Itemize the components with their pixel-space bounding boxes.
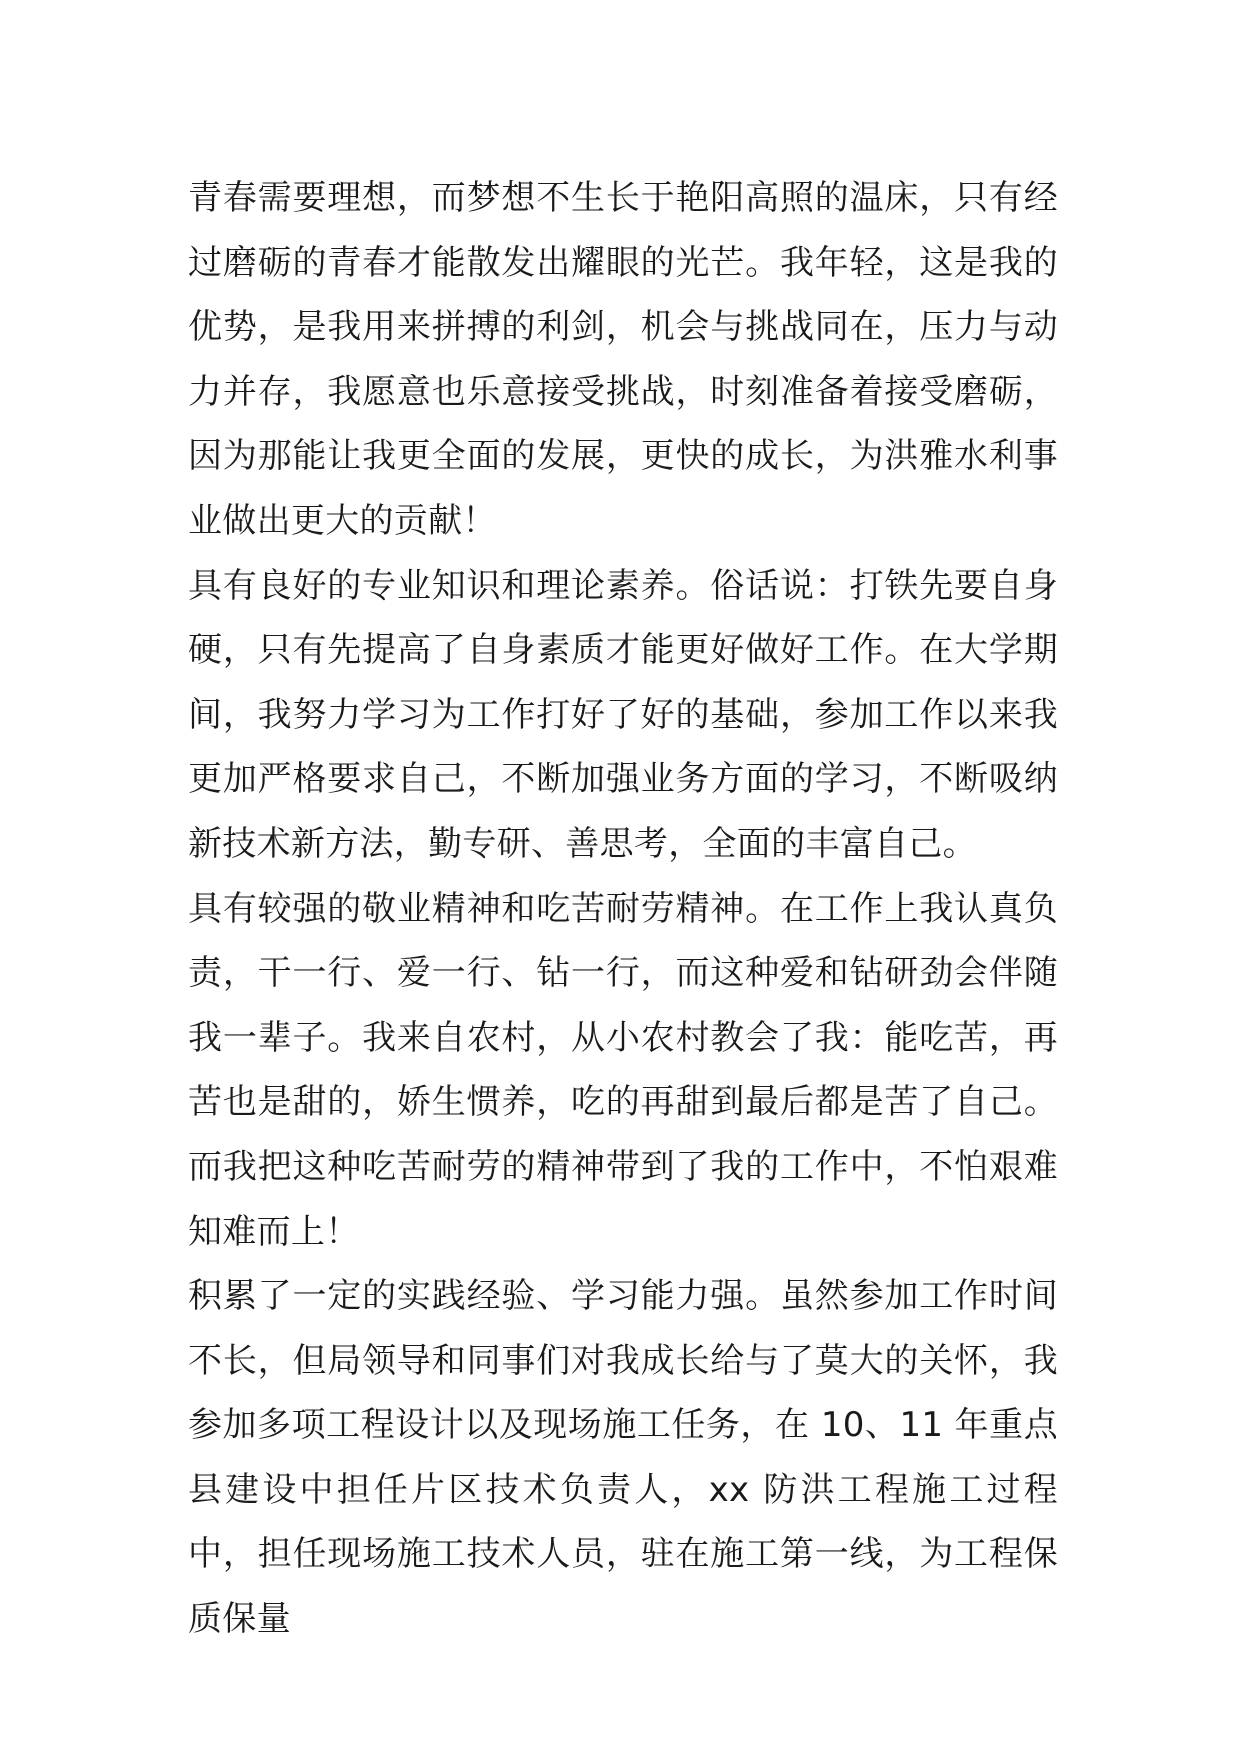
- paragraph-dedication: 具有较强的敬业精神和吃苦耐劳精神。在工作上我认真负责，干一行、爱一行、钻一行，而这种爱和钻研劲会伴随我一辈子。我来自农村，从小农村教会了我：能吃苦，再苦也是甜的，娇生惯养，吃的再甜到最后都是苦了自己。而我把这种吃苦耐劳的精神带到了我的工作中，不怕艰难知难而上！: [188, 888, 1058, 1252]
- paragraph-practical-experience: 积累了一定的实践经验、学习能力强。虽然参加工作时间不长，但局领导和同事们对我成长给与了莫大的关怀，我参加多项工程设计以及现场施工任务，在 10、11 年重点县建设中担任片区技术负责人，xx 防洪工程施工过程中，担任现场施工技术人员，驻在施工第一线，为工程保质保量: [188, 1276, 1058, 1640]
- paragraph-youth-ideal: 青春需要理想，而梦想不生长于艳阳高照的温床，只有经过磨砺的青春才能散发出耀眼的光芒。我年轻，这是我的优势，是我用来拼搏的利剑，机会与挑战同在，压力与动力并存，我愿意也乐意接受挑战，时刻准备着接受磨砺，因为那能让我更全面的发展，更快的成长，为洪雅水利事业做出更大的贡献！: [188, 178, 1058, 541]
- paragraph-professional-knowledge: 具有良好的专业知识和理论素养。俗话说：打铁先要自身硬，只有先提高了自身素质才能更好做好工作。在大学期间，我努力学习为工作打好了好的基础，参加工作以来我更加严格要求自己，不断加强业务方面的学习，不断吸纳新技术新方法，勤专研、善思考，全面的丰富自己。: [188, 565, 1058, 864]
- document-body: [188, 166, 1058, 1652]
